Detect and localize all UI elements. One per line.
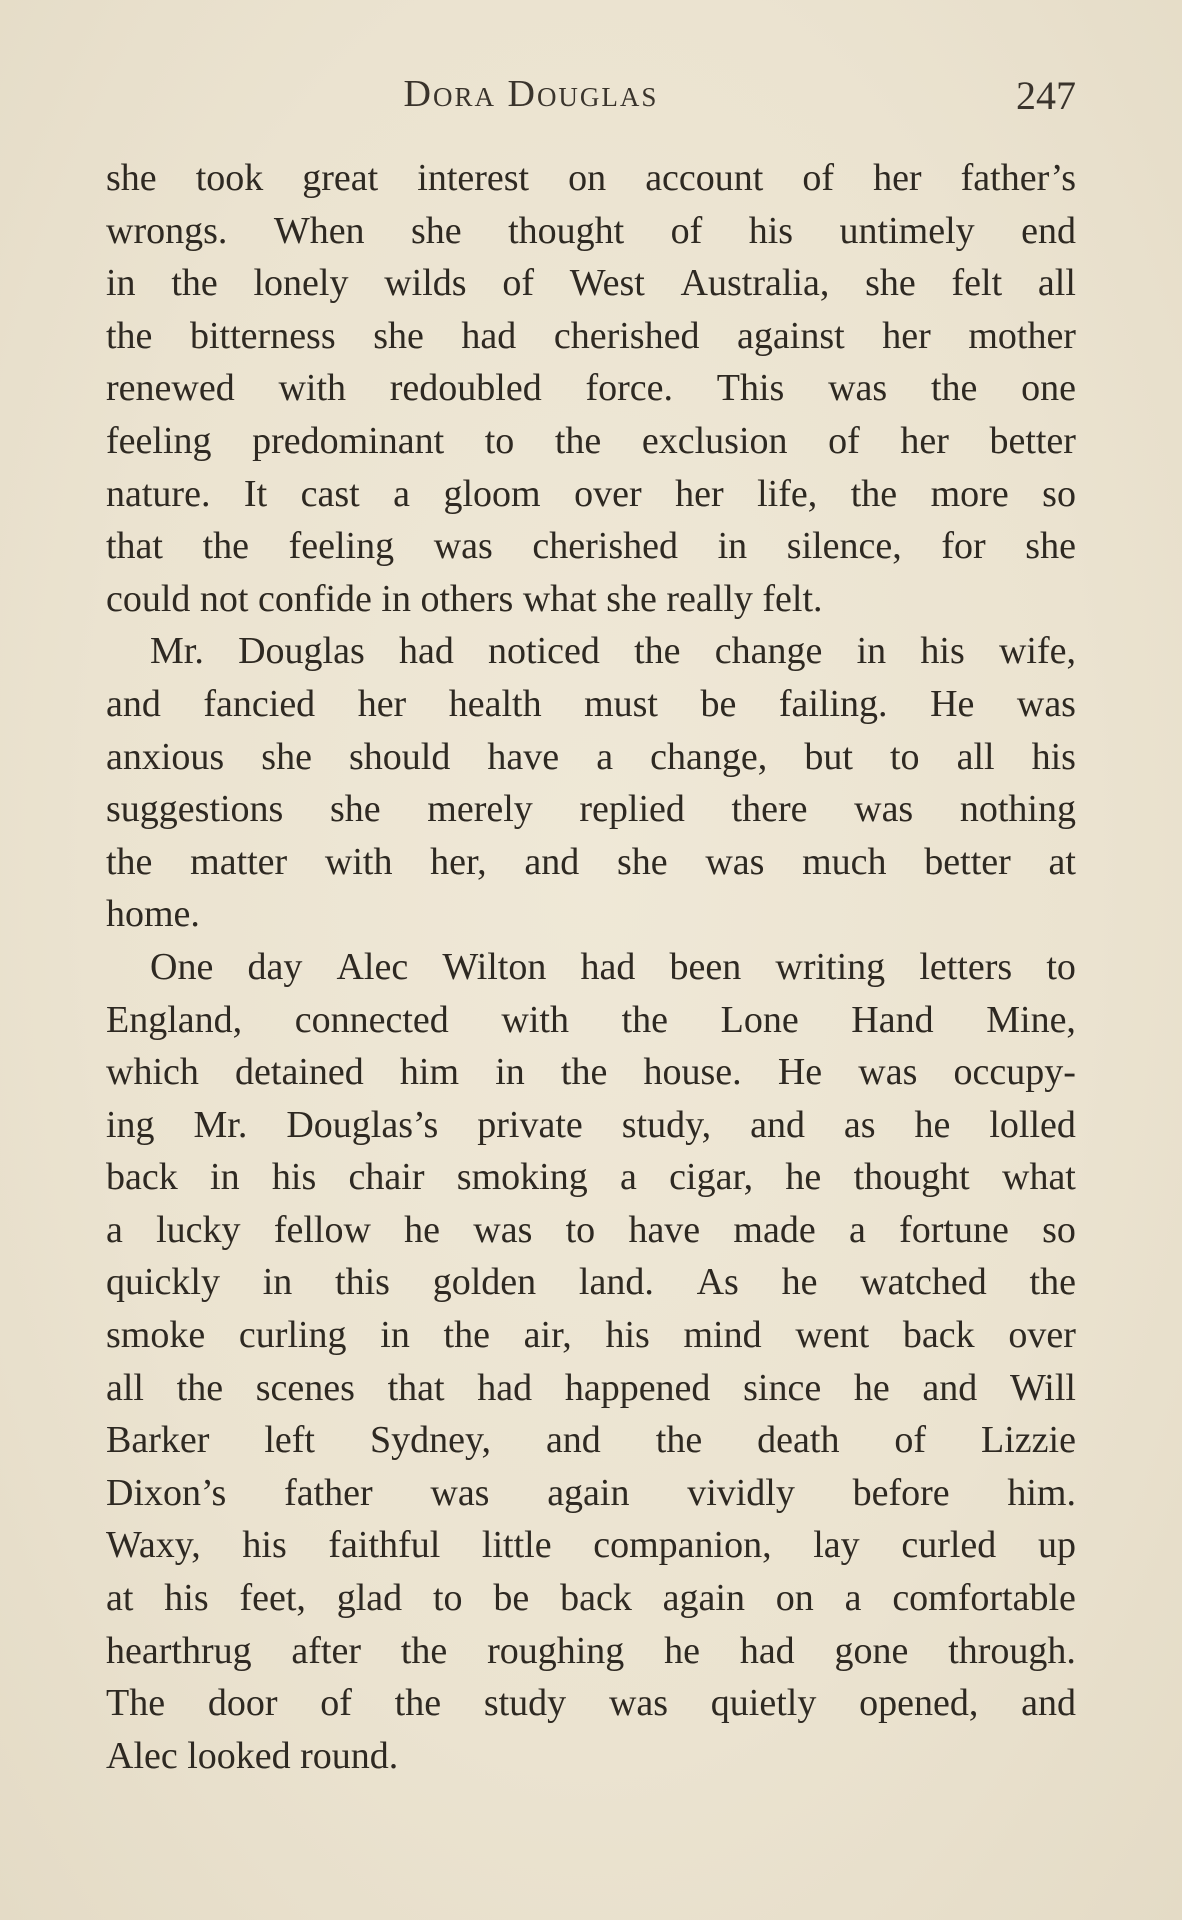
text-line: the bitterness she had cherished against her mother — [106, 314, 1076, 357]
text-line: England, connected with the Lone Hand Mine, — [106, 998, 1076, 1041]
text-line: home. — [106, 893, 200, 936]
body-text — [106, 152, 1076, 1782]
text-line: nature. It cast a gloom over her life, the more so — [106, 472, 1076, 515]
text-line: smoke curling in the air, his mind went back over — [106, 1314, 1076, 1357]
text-line: back in his chair smoking a cigar, he thought what — [106, 1156, 1076, 1199]
text-line: Alec looked round. — [106, 1734, 399, 1777]
text-line: the matter with her, and she was much better at — [106, 840, 1076, 883]
running-head — [106, 72, 1076, 122]
text-line: could not confide in others what she really felt. — [106, 577, 823, 620]
text-line: Barker left Sydney, and the death of Lizzie — [106, 1419, 1076, 1462]
text-line: quickly in this golden land. As he watched the — [106, 1261, 1076, 1304]
text-line: Waxy, his faithful little companion, lay curled up — [106, 1524, 1076, 1567]
text-line: feeling predominant to the exclusion of her better — [106, 419, 1076, 462]
text-line: and fancied her health must be failing. He was — [106, 682, 1076, 725]
text-line: ing Mr. Douglas’s private study, and as he lolled — [106, 1103, 1076, 1146]
text-line: hearthrug after the roughing he had gone through. — [106, 1629, 1076, 1672]
text-line: wrongs. When she thought of his untimely end — [106, 209, 1076, 252]
text-line: that the feeling was cherished in silence, for she — [106, 525, 1076, 568]
text-line: at his feet, glad to be back again on a comfortable — [106, 1577, 1076, 1620]
text-line: which detained him in the house. He was occupy- — [106, 1051, 1076, 1094]
text-line: The door of the study was quietly opened, and — [106, 1682, 1076, 1725]
text-line: anxious she should have a change, but to all his — [106, 735, 1076, 778]
text-line: Dixon’s father was again vividly before him. — [106, 1471, 1076, 1514]
text-line: Mr. Douglas had noticed the change in his wife, — [150, 630, 1076, 673]
page-number: 247 — [1016, 73, 1076, 118]
text-line: she took great interest on account of her father’s — [106, 157, 1076, 199]
running-title: Dora Douglas — [403, 73, 659, 115]
text-line: suggestions she merely replied there was nothing — [106, 788, 1076, 831]
text-line: a lucky fellow he was to have made a fortune so — [106, 1208, 1076, 1251]
text-line: all the scenes that had happened since he and Will — [106, 1366, 1076, 1409]
text-line: One day Alec Wilton had been writing letters to — [150, 945, 1076, 988]
text-line: in the lonely wilds of West Australia, she felt all — [106, 262, 1076, 305]
text-line: renewed with redoubled force. This was the one — [106, 367, 1076, 410]
